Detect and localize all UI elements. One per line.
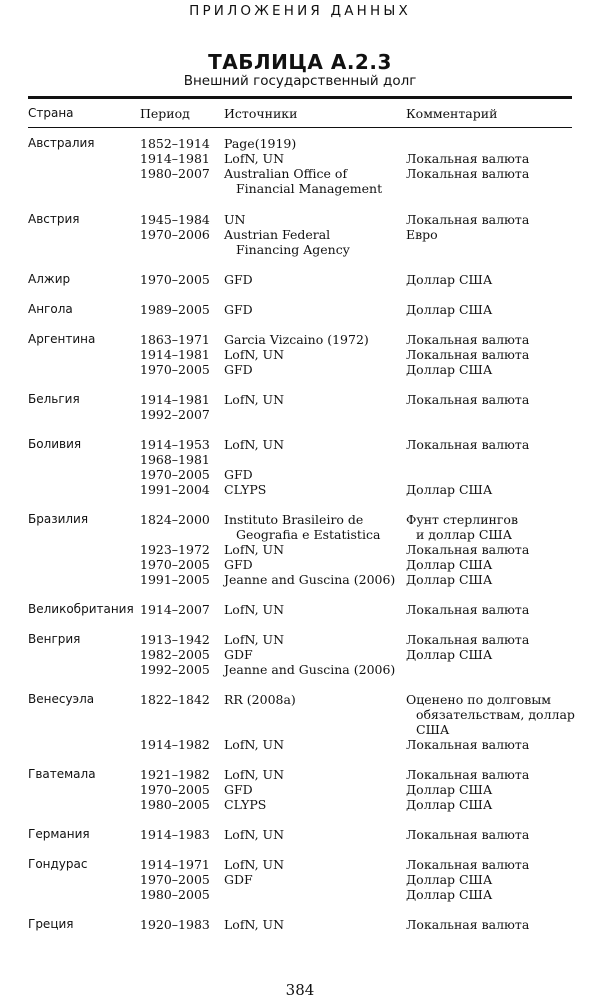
source-cell: LofN, UN	[224, 347, 285, 362]
source-cell: GFD	[224, 467, 253, 482]
comment-cell: Локальная валюта	[406, 437, 530, 452]
comment-cell: Оценено по долговым	[406, 692, 552, 707]
comment-cell: Фунт стерлингов	[406, 512, 518, 527]
period-cell: 1991–2005	[140, 572, 210, 587]
source-cell: GFD	[224, 557, 253, 572]
period-cell: 1991–2004	[140, 482, 210, 497]
period-cell: 1852–1914	[140, 136, 210, 151]
period-cell: 1914–1983	[140, 827, 210, 842]
period-cell: 1970–2005	[140, 557, 210, 572]
country-cell: Ангола	[28, 302, 73, 316]
comment-cell: Локальная валюта	[406, 737, 530, 752]
table-title: ТАБЛИЦА А.2.3	[208, 50, 392, 74]
comment-cell: Доллар США	[406, 887, 493, 902]
country-cell: Австрия	[28, 212, 80, 226]
country-cell: Австралия	[28, 136, 95, 150]
period-cell: 1914–2007	[140, 602, 210, 617]
table-top-rule	[28, 96, 572, 99]
source-cell: GFD	[224, 362, 253, 377]
period-cell: 1923–1972	[140, 542, 210, 557]
comment-cell: Локальная валюта	[406, 212, 530, 227]
period-cell: 1982–2005	[140, 647, 210, 662]
comment-cell: Доллар США	[406, 647, 493, 662]
comment-cell: Локальная валюта	[406, 166, 530, 181]
period-cell: 1989–2005	[140, 302, 210, 317]
country-cell: Гондурас	[28, 857, 88, 871]
period-cell: 1992–2005	[140, 662, 210, 677]
period-cell: 1980–2005	[140, 887, 210, 902]
period-cell: 1980–2005	[140, 797, 210, 812]
comment-cell: Локальная валюта	[406, 827, 530, 842]
source-cell: LofN, UN	[224, 437, 285, 452]
country-cell: Гватемала	[28, 767, 96, 781]
source-cell: GDF	[224, 647, 253, 662]
header-country: Страна	[28, 106, 74, 120]
source-cell: Garcia Vizcaino (1972)	[224, 332, 369, 347]
source-cell: LofN, UN	[224, 602, 285, 617]
comment-cell: Локальная валюта	[406, 632, 530, 647]
comment-cell: Локальная валюта	[406, 392, 530, 407]
country-cell: Великобритания	[28, 602, 134, 616]
country-cell: Венгрия	[28, 632, 81, 646]
period-cell: 1914–1982	[140, 737, 210, 752]
period-cell: 1970–2006	[140, 227, 210, 242]
country-cell: Аргентина	[28, 332, 96, 346]
comment-cell: Евро	[406, 227, 438, 242]
comment-cell: Доллар США	[406, 872, 493, 887]
source-cell: UN	[224, 212, 246, 227]
comment-cell: Доллар США	[406, 782, 493, 797]
source-cell: Australian Office of	[224, 166, 348, 181]
comment-cell: Доллар США	[406, 272, 493, 287]
source-cell: LofN, UN	[224, 917, 285, 932]
period-cell: 1920–1983	[140, 917, 210, 932]
period-cell: 1970–2005	[140, 272, 210, 287]
source-cell: LofN, UN	[224, 151, 285, 166]
country-cell: Венесуэла	[28, 692, 95, 706]
comment-cell: Доллар США	[406, 797, 493, 812]
period-cell: 1970–2005	[140, 362, 210, 377]
source-cell: LofN, UN	[224, 737, 285, 752]
comment-cell: Доллар США	[406, 302, 493, 317]
source-cell: RR (2008a)	[224, 692, 296, 707]
source-cell: LofN, UN	[224, 827, 285, 842]
source-cell: GFD	[224, 302, 253, 317]
period-cell: 1945–1984	[140, 212, 210, 227]
header-comment: Комментарий	[406, 106, 498, 121]
country-cell: Алжир	[28, 272, 71, 286]
period-cell: 1914–1981	[140, 151, 210, 166]
source-cell: LofN, UN	[224, 632, 285, 647]
period-cell: 1992–2007	[140, 407, 210, 422]
source-cell: LofN, UN	[224, 542, 285, 557]
comment-cell: Доллар США	[406, 482, 493, 497]
period-cell: 1970–2005	[140, 872, 210, 887]
comment-cell-continued: обязательствам, доллар	[416, 707, 575, 722]
source-cell: Jeanne and Guscina (2006)	[224, 572, 396, 587]
comment-cell: Локальная валюта	[406, 602, 530, 617]
comment-cell: Доллар США	[406, 362, 493, 377]
comment-cell: Доллар США	[406, 572, 493, 587]
comment-cell: Доллар США	[406, 557, 493, 572]
country-cell: Бельгия	[28, 392, 80, 406]
table-subtitle: Внешний государственный долг	[183, 73, 417, 89]
period-cell: 1863–1971	[140, 332, 210, 347]
country-cell: Греция	[28, 917, 74, 931]
source-cell-continued: Geografia e Estatistica	[236, 527, 381, 542]
source-cell: Page(1919)	[224, 136, 297, 151]
source-cell: CLYPS	[224, 482, 267, 497]
period-cell: 1914–1953	[140, 437, 210, 452]
source-cell: CLYPS	[224, 797, 267, 812]
comment-cell: Локальная валюта	[406, 151, 530, 166]
period-cell: 1980–2007	[140, 166, 210, 181]
period-cell: 1913–1942	[140, 632, 210, 647]
source-cell-continued: Financing Agency	[236, 242, 350, 257]
country-cell: Боливия	[28, 437, 82, 451]
source-cell: LofN, UN	[224, 392, 285, 407]
header-sources: Источники	[224, 106, 298, 121]
period-cell: 1914–1971	[140, 857, 210, 872]
period-cell: 1970–2005	[140, 467, 210, 482]
comment-cell: Локальная валюта	[406, 542, 530, 557]
comment-cell-continued: и доллар США	[416, 527, 513, 542]
comment-cell-continued: США	[416, 722, 450, 737]
source-cell: LofN, UN	[224, 767, 285, 782]
comment-cell: Локальная валюта	[406, 917, 530, 932]
source-cell: LofN, UN	[224, 857, 285, 872]
comment-cell: Локальная валюта	[406, 857, 530, 872]
page-number: 384	[285, 981, 315, 999]
running-head: ПРИЛОЖЕНИЯ ДАННЫХ	[189, 3, 411, 19]
period-cell: 1824–2000	[140, 512, 210, 527]
country-cell: Германия	[28, 827, 90, 841]
source-cell: GFD	[224, 782, 253, 797]
period-cell: 1914–1981	[140, 347, 210, 362]
source-cell: GFD	[224, 272, 253, 287]
source-cell: Austrian Federal	[224, 227, 331, 242]
comment-cell: Локальная валюта	[406, 332, 530, 347]
comment-cell: Локальная валюта	[406, 347, 530, 362]
header-period: Период	[140, 106, 190, 121]
period-cell: 1921–1982	[140, 767, 210, 782]
period-cell: 1968–1981	[140, 452, 210, 467]
period-cell: 1822–1842	[140, 692, 210, 707]
period-cell: 1970–2005	[140, 782, 210, 797]
period-cell: 1914–1981	[140, 392, 210, 407]
table-header-rule	[28, 127, 572, 128]
source-cell: Jeanne and Guscina (2006)	[224, 662, 396, 677]
country-cell: Бразилия	[28, 512, 89, 526]
source-cell-continued: Financial Management	[236, 181, 383, 196]
source-cell: GDF	[224, 872, 253, 887]
comment-cell: Локальная валюта	[406, 767, 530, 782]
source-cell: Instituto Brasileiro de	[224, 512, 364, 527]
